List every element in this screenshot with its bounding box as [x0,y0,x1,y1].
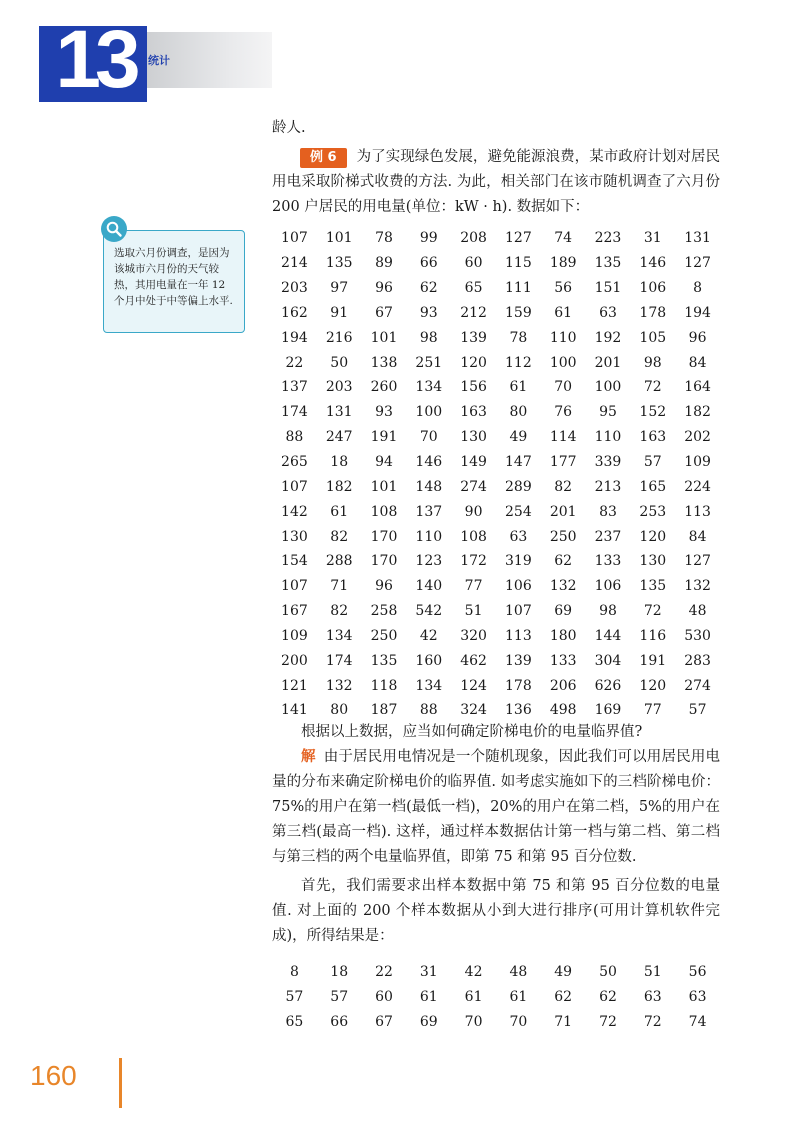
data-cell: 109 [281,627,308,644]
data-cell: 132 [325,677,353,694]
data-cell: 70 [419,429,438,446]
data-cell: 115 [505,255,532,272]
data-cell: 289 [505,478,532,495]
data-cell: 130 [281,528,308,545]
solution-text [272,720,720,949]
sorted-cell: 57 [330,989,349,1006]
data-cell: 111 [505,280,532,297]
data-cell: 78 [375,230,393,247]
data-cell: 93 [375,404,393,421]
data-cell: 76 [554,404,573,421]
sorted-cell: 63 [643,989,662,1006]
data-cell: 324 [460,702,487,719]
page-number-divider [119,1058,122,1108]
data-cell: 78 [509,329,528,346]
example-paragraph [272,145,720,220]
data-cell: 62 [419,280,438,297]
data-cell: 319 [505,553,532,570]
data-cell: 208 [460,230,487,247]
sorted-cell: 74 [688,1014,707,1031]
sorted-row [272,985,720,1010]
data-row [272,301,720,326]
data-cell: 250 [549,528,577,545]
sorted-cell: 72 [599,1014,617,1031]
data-cell: 99 [419,230,438,247]
data-cell: 530 [684,627,711,644]
data-cell: 134 [325,627,353,644]
data-cell: 120 [639,528,667,545]
data-cell: 72 [643,379,662,396]
data-cell: 100 [415,404,443,421]
data-row [272,226,720,251]
sorted-table-wrap [272,960,720,1035]
sorted-row [272,960,720,985]
data-cell: 203 [325,379,353,396]
data-cell: 224 [684,478,711,495]
data-cell: 137 [415,503,443,520]
data-cell: 214 [281,255,308,272]
data-cell: 31 [643,230,662,247]
data-cell: 127 [684,553,711,570]
data-cell: 260 [370,379,398,396]
data-cell: 107 [281,578,308,595]
data-cell: 62 [554,553,573,570]
sorted-cell: 31 [419,964,438,981]
data-cell: 97 [330,280,349,297]
data-cell: 61 [554,304,573,321]
sorted-cell: 70 [509,1014,528,1031]
data-cell: 66 [419,255,438,272]
data-cell: 100 [549,354,577,371]
data-row [272,251,720,276]
data-cell: 178 [639,304,667,321]
data-row [272,673,720,698]
data-cell: 56 [554,280,573,297]
data-cell: 216 [325,329,353,346]
data-cell: 105 [639,329,667,346]
data-cell: 167 [281,603,308,620]
data-row [272,549,720,574]
data-cell: 187 [370,702,398,719]
side-note-text: 选取六月份调查，是因为该城市六月份的天气较热，其用电量在一年 12 个月中处于中等偏上水平. [114,247,233,307]
data-cell: 192 [594,329,622,346]
data-cell: 96 [375,280,393,297]
data-cell: 203 [281,280,308,297]
data-cell: 95 [599,404,617,421]
data-cell: 283 [684,652,711,669]
data-cell: 191 [370,429,398,446]
data-cell: 67 [375,304,393,321]
data-cell: 304 [594,652,622,669]
data-cell: 116 [639,627,667,644]
data-cell: 462 [460,652,487,669]
data-cell: 174 [281,404,308,421]
data-cell: 254 [505,503,532,520]
data-cell: 77 [643,702,662,719]
sorted-cell: 66 [330,1014,349,1031]
data-cell: 146 [415,454,443,471]
page-number: 160 [30,1060,77,1091]
data-cell: 101 [370,329,398,346]
data-cell: 109 [684,454,711,471]
data-cell: 144 [594,627,622,644]
data-cell: 162 [281,304,308,321]
data-cell: 172 [460,553,487,570]
sorted-row [272,1010,720,1035]
data-cell: 108 [460,528,487,545]
data-row [272,375,720,400]
data-row [272,648,720,673]
data-cell: 152 [639,404,667,421]
data-table-wrap [272,226,720,723]
data-cell: 253 [639,503,667,520]
data-cell: 223 [594,230,622,247]
data-cell: 178 [505,677,532,694]
data-cell: 63 [509,528,528,545]
data-cell: 51 [464,603,483,620]
data-row [272,450,720,475]
data-cell: 106 [639,280,667,297]
sorted-cell: 60 [375,989,393,1006]
sorted-cell: 42 [464,964,483,981]
data-cell: 154 [281,553,308,570]
data-cell: 339 [594,454,622,471]
data-cell: 133 [594,553,622,570]
example-label: 例 6 [300,148,347,168]
data-cell: 163 [460,404,487,421]
data-cell: 200 [281,652,308,669]
data-cell: 65 [464,280,483,297]
sorted-cell: 8 [289,964,299,981]
data-row [272,524,720,549]
data-cell: 101 [325,230,353,247]
data-cell: 274 [460,478,487,495]
data-cell: 84 [688,528,707,545]
data-cell: 123 [415,553,443,570]
sorted-cell: 57 [285,989,304,1006]
data-cell: 121 [281,677,308,694]
data-cell: 120 [460,354,487,371]
sorted-cell: 72 [643,1014,662,1031]
data-cell: 133 [549,652,577,669]
data-cell: 80 [509,404,528,421]
data-cell: 201 [594,354,622,371]
data-cell: 202 [684,429,711,446]
chapter-title: 统计 [148,54,170,67]
sorted-cell: 65 [285,1014,304,1031]
data-cell: 182 [684,404,711,421]
data-cell: 149 [460,454,487,471]
data-cell: 258 [370,603,398,620]
data-cell: 106 [505,578,532,595]
data-cell: 88 [285,429,304,446]
data-cell: 94 [375,454,393,471]
data-cell: 72 [643,603,662,620]
data-cell: 69 [554,603,573,620]
data-cell: 114 [549,429,577,446]
data-cell: 106 [594,578,622,595]
data-cell: 101 [370,478,398,495]
data-cell: 61 [330,503,349,520]
example-statement: 为了实现绿色发展，避免能源浪费，某市政府计划对居民用电采取阶梯式收费的方法. 为此，相关部门在该市随机调查了六月份 200 户居民的用电量(单位：kW · h). 数据如下： [272,149,720,215]
sorted-table [272,960,720,1035]
data-cell: 50 [330,354,349,371]
data-cell: 88 [419,702,438,719]
data-cell: 83 [599,503,617,520]
sorted-cell: 56 [688,964,707,981]
sorted-cell: 50 [599,964,617,981]
sorted-cell: 67 [375,1014,393,1031]
data-cell: 156 [460,379,487,396]
data-cell: 98 [599,603,617,620]
data-cell: 177 [549,454,577,471]
data-cell: 320 [460,627,487,644]
sorted-cell: 18 [330,964,349,981]
data-cell: 132 [549,578,577,595]
data-cell: 131 [684,230,711,247]
data-cell: 77 [464,578,483,595]
data-cell: 140 [415,578,443,595]
solution-para1-text: 由于居民用电情况是一个随机现象，因此我们可以用居民用电量的分布来确定阶梯电价的临界值. 如考虑实施如下的三档阶梯电价：75%的用户在第一档(最低一档)，20%的用户在第二档，5%的用户在第三档(最高一档). 这样，通过样本数据估计第一档与第二档、第二档与第三档的两个电量临界值，即第 75 和第 95 百分位数. [272,749,720,865]
data-cell: 84 [688,354,707,371]
data-cell: 127 [505,230,532,247]
sorted-cell: 48 [509,964,528,981]
data-cell: 127 [684,255,711,272]
data-cell: 63 [599,304,617,321]
data-cell: 206 [549,677,577,694]
data-row [272,624,720,649]
data-row [272,400,720,425]
data-cell: 247 [325,429,353,446]
data-cell: 110 [549,329,577,346]
intro-fragment: 龄人. [272,120,306,136]
data-cell: 70 [554,379,573,396]
data-cell: 212 [460,304,487,321]
data-cell: 288 [325,553,353,570]
data-row [272,350,720,375]
data-cell: 22 [285,354,304,371]
data-cell: 93 [419,304,438,321]
data-cell: 498 [549,702,577,719]
data-cell: 90 [464,503,483,520]
data-cell: 169 [594,702,622,719]
data-cell: 142 [281,503,308,520]
magnifier-icon [101,216,127,242]
data-row [272,276,720,301]
sorted-cell: 63 [688,989,707,1006]
data-cell: 130 [460,429,487,446]
chapter-number: 13 [55,14,135,105]
data-cell: 48 [688,603,707,620]
data-cell: 170 [370,528,398,545]
data-cell: 57 [688,702,707,719]
data-row [272,325,720,350]
data-cell: 82 [554,478,573,495]
sorted-cell: 62 [599,989,617,1006]
data-cell: 60 [464,255,483,272]
data-cell: 98 [419,329,438,346]
data-cell: 107 [281,230,308,247]
sorted-cell: 61 [509,989,528,1006]
data-cell: 74 [554,230,573,247]
data-cell: 8 [693,280,703,297]
data-cell: 89 [375,255,393,272]
data-cell: 110 [594,429,622,446]
data-row [272,425,720,450]
sorted-cell: 49 [554,964,573,981]
data-cell: 120 [639,677,667,694]
data-cell: 213 [594,478,622,495]
sorted-cell: 70 [464,1014,483,1031]
data-cell: 139 [460,329,487,346]
data-cell: 96 [375,578,393,595]
data-cell: 71 [330,578,349,595]
data-cell: 135 [325,255,353,272]
data-cell: 141 [281,702,308,719]
sorted-cell: 61 [464,989,483,1006]
data-cell: 131 [325,404,353,421]
data-cell: 113 [684,503,711,520]
data-cell: 49 [509,429,528,446]
data-cell: 163 [639,429,667,446]
solution-label: 解 [301,749,316,765]
data-cell: 274 [684,677,711,694]
question: 根据以上数据，应当如何确定阶梯电价的电量临界值? [301,724,643,740]
data-cell: 237 [594,528,622,545]
sorted-cell: 71 [554,1014,573,1031]
sorted-cell: 51 [643,964,662,981]
data-cell: 160 [415,652,443,669]
data-row [272,499,720,524]
data-cell: 82 [330,603,349,620]
data-cell: 135 [370,652,398,669]
data-cell: 107 [505,603,532,620]
data-cell: 130 [639,553,667,570]
data-cell: 542 [415,603,443,620]
data-cell: 136 [505,702,532,719]
data-cell: 135 [594,255,622,272]
data-cell: 91 [330,304,349,321]
data-cell: 165 [639,478,667,495]
data-cell: 107 [281,478,308,495]
data-cell: 146 [639,255,667,272]
data-cell: 61 [509,379,528,396]
data-row [272,599,720,624]
data-cell: 164 [684,379,711,396]
data-cell: 124 [460,677,487,694]
data-row [272,474,720,499]
sorted-cell: 61 [419,989,438,1006]
data-cell: 148 [415,478,443,495]
data-cell: 135 [639,578,667,595]
sorted-cell: 69 [419,1014,438,1031]
main-text [272,116,720,220]
data-cell: 42 [419,627,438,644]
data-cell: 159 [505,304,532,321]
data-cell: 147 [505,454,532,471]
data-cell: 112 [505,354,532,371]
data-cell: 265 [281,454,308,471]
data-cell: 82 [330,528,349,545]
data-cell: 251 [415,354,443,371]
data-cell: 134 [415,379,443,396]
data-cell: 194 [281,329,308,346]
data-cell: 194 [684,304,711,321]
data-cell: 139 [505,652,532,669]
data-cell: 57 [643,454,662,471]
data-cell: 174 [325,652,353,669]
data-row [272,574,720,599]
side-note [103,230,245,333]
data-cell: 134 [415,677,443,694]
data-cell: 151 [594,280,622,297]
data-cell: 110 [415,528,443,545]
sorted-cell: 22 [375,964,393,981]
data-cell: 96 [688,329,707,346]
sorted-cell: 62 [554,989,573,1006]
data-cell: 18 [330,454,349,471]
data-cell: 80 [330,702,349,719]
data-cell: 170 [370,553,398,570]
data-table [272,226,720,723]
data-cell: 113 [505,627,532,644]
data-cell: 118 [370,677,398,694]
data-cell: 100 [594,379,622,396]
data-cell: 138 [370,354,398,371]
data-cell: 201 [549,503,577,520]
data-cell: 137 [281,379,308,396]
data-cell: 189 [549,255,577,272]
data-cell: 250 [370,627,398,644]
data-cell: 98 [643,354,662,371]
data-cell: 626 [594,677,622,694]
data-cell: 108 [370,503,398,520]
data-cell: 182 [325,478,353,495]
solution-paragraph-2: 首先，我们需要求出样本数据中第 75 和第 95 百分位数的电量值. 对上面的 200 个样本数据从小到大进行排序(可用计算机软件完成)，所得结果是： [272,878,720,944]
data-cell: 191 [639,652,667,669]
data-cell: 132 [684,578,711,595]
data-cell: 180 [549,627,577,644]
solution-paragraph-1 [272,745,720,870]
